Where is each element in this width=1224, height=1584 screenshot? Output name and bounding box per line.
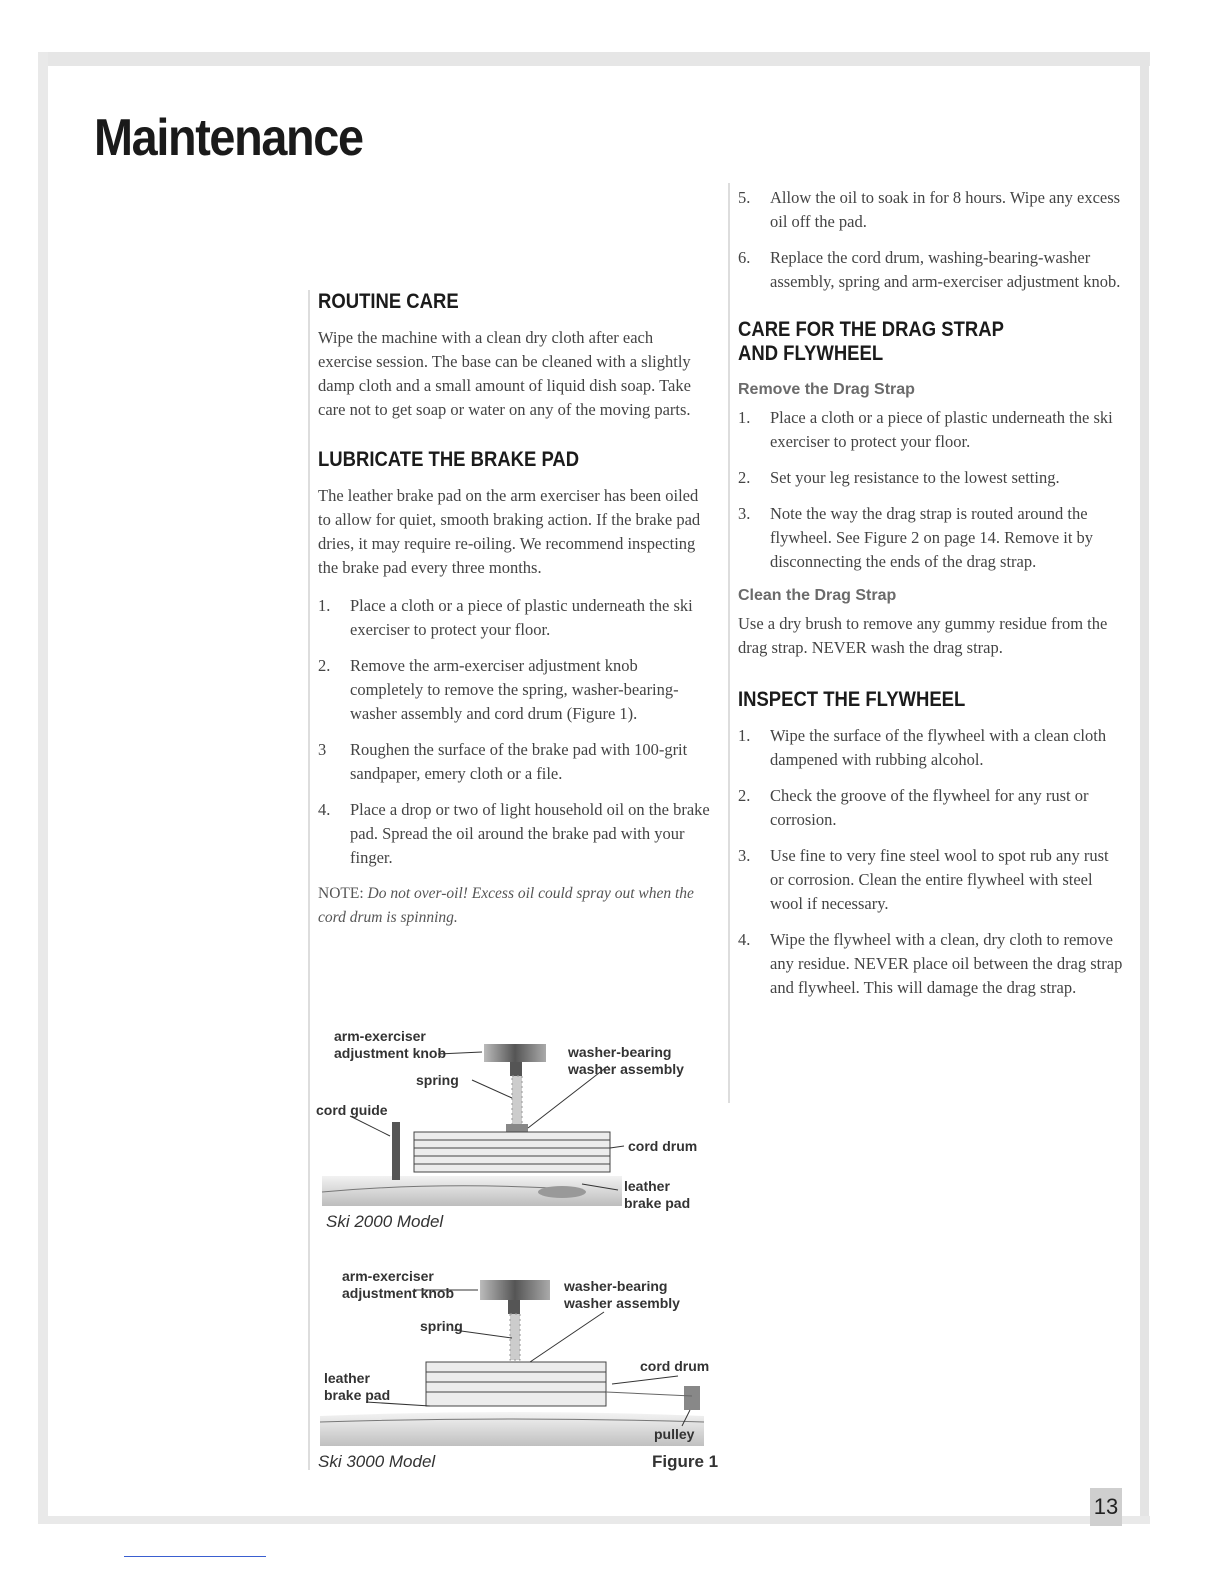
ski2000-diagram <box>312 1024 712 1234</box>
ski2000-caption: Ski 2000 Model <box>326 1212 444 1231</box>
ski2000-label-spring: spring <box>416 1072 459 1088</box>
list-item: 4. Place a drop or two of light household oil on the brake pad. Spread the oil around the brake pad with your finger. <box>318 800 710 867</box>
column-rule-left <box>308 290 310 1470</box>
ski3000-cord <box>606 1392 692 1396</box>
list-item: 1. Place a cloth or a piece of plastic underneath the ski exerciser to protect your floor. <box>738 408 1113 451</box>
ski2000-label-cord-drum: cord drum <box>628 1138 698 1154</box>
drag-strap-heading: CARE FOR THE DRAG STRAP AND FLYWHEEL <box>738 318 1004 365</box>
list-item: 4. Wipe the flywheel with a clean, dry cloth to remove any residue. NEVER place oil between the drag strap and flywheel. This will damage the drag strap. <box>738 930 1123 997</box>
leader-line <box>610 1146 624 1148</box>
ski3000-knob <box>480 1280 550 1300</box>
list-item: 1. Place a cloth or a piece of plastic underneath the ski exerciser to protect your floor. <box>318 596 693 639</box>
column-rule-right <box>728 183 730 1103</box>
ski2000-knob <box>484 1044 546 1062</box>
ski2000-label-washer: washer-bearing washer assembly <box>568 1044 684 1077</box>
ski2000-label-brake-pad: leather brake pad <box>624 1178 691 1211</box>
lubricate-body: The leather brake pad on the arm exerciser has been oiled to allow for quiet, smooth braking action. If the brake pad dries, it may require re-oiling. We recommend inspecting the brake pad every three months. <box>318 486 701 577</box>
ski2000-cord-drum <box>414 1132 610 1172</box>
remove-drag-strap-steps <box>738 406 1124 574</box>
page-frame-right <box>1140 60 1149 1522</box>
leader-line <box>350 1116 390 1136</box>
lubricate-heading: LUBRICATE THE BRAKE PAD <box>318 448 580 471</box>
ski3000-label-spring: spring <box>420 1318 463 1334</box>
list-item: 3. Note the way the drag strap is routed around the flywheel. See Figure 2 on page 14. Remove it by disconnecting the ends of the drag strap. <box>738 504 1094 571</box>
ski2000-brake-pad <box>538 1186 586 1198</box>
ski3000-label-knob: arm-exerciser adjustment knob <box>342 1268 455 1301</box>
list-item: 2. Remove the arm-exerciser adjustment knob completely to remove the spring, washer-bearing-washer assembly and cord drum (Figure 1). <box>318 656 679 723</box>
ski3000-label-pulley: pulley <box>654 1426 695 1442</box>
routine-care-body: Wipe the machine with a clean dry cloth after each exercise session. The base can be cleaned with a slightly damp cloth and a small amount of liquid dish soap. Take care not to get soap or water on any of the moving parts. <box>318 328 691 419</box>
ski3000-cord-drum <box>426 1362 606 1406</box>
list-item: 1. Wipe the surface of the flywheel with a clean cloth dampened with rubbing alcohol. <box>738 726 1107 769</box>
routine-care-heading: ROUTINE CARE <box>318 290 459 313</box>
page-frame-bottom <box>38 1516 1150 1524</box>
figure-label: Figure 1 <box>652 1452 719 1471</box>
page-frame-top <box>38 52 1150 66</box>
leader-line <box>530 1312 604 1362</box>
ski3000-pulley <box>684 1386 700 1410</box>
ski2000-label-cord-guide: cord guide <box>316 1102 388 1118</box>
right-column <box>738 186 1124 1012</box>
ski3000-label-brake-pad: leather brake pad <box>324 1370 391 1403</box>
lubricate-steps-continued <box>738 186 1124 294</box>
list-item: 6. Replace the cord drum, washing-bearing-washer assembly, spring and arm-exerciser adjustment knob. <box>738 248 1121 291</box>
left-column <box>318 290 710 930</box>
ski2000-washer <box>506 1124 528 1132</box>
ski3000-caption: Ski 3000 Model <box>318 1452 436 1471</box>
list-item: 3 Roughen the surface of the brake pad with 100-grit sandpaper, emery cloth or a file. <box>318 740 688 783</box>
clean-drag-strap-body: Use a dry brush to remove any gummy residue from the drag strap. NEVER wash the drag strap. <box>738 614 1108 657</box>
clean-drag-strap-heading: Clean the Drag Strap <box>738 587 897 604</box>
list-item: 2. Set your leg resistance to the lowest setting. <box>738 468 1060 487</box>
ski3000-spring <box>510 1314 520 1360</box>
list-item: 3. Use fine to very fine steel wool to spot rub any rust or corrosion. Clean the entire flywheel with steel wool if necessary. <box>738 846 1109 913</box>
ski3000-diagram <box>312 1266 712 1446</box>
ski2000-spring <box>512 1076 522 1128</box>
remove-drag-strap-heading: Remove the Drag Strap <box>738 381 915 398</box>
list-item: 2. Check the groove of the flywheel for any rust or corrosion. <box>738 786 1089 829</box>
page-title: Maintenance <box>94 109 363 167</box>
ski2000-label-knob: arm-exerciser adjustment knob <box>334 1028 447 1061</box>
ski2000-cord-guide <box>392 1122 400 1180</box>
page-number: 13 <box>1090 1488 1122 1526</box>
note: NOTE: Do not over-oil! Excess oil could spray out when the cord drum is spinning. <box>318 885 694 926</box>
leader-line <box>472 1080 512 1098</box>
ski3000-knob-stem <box>508 1300 520 1314</box>
ski2000-knob-stem <box>510 1062 522 1076</box>
page-frame-left <box>38 52 48 1522</box>
leader-line <box>612 1376 678 1384</box>
ski3000-label-cord-drum: cord drum <box>640 1358 710 1374</box>
inspect-flywheel-steps <box>738 724 1124 1000</box>
inspect-flywheel-heading: INSPECT THE FLYWHEEL <box>738 688 966 711</box>
ski3000-label-washer: washer-bearing washer assembly <box>564 1278 680 1311</box>
list-item: 5. Allow the oil to soak in for 8 hours. Wipe any excess oil off the pad. <box>738 188 1121 231</box>
scan-mark <box>124 1556 266 1557</box>
lubricate-steps <box>318 594 710 870</box>
ski3000-base <box>320 1412 704 1446</box>
